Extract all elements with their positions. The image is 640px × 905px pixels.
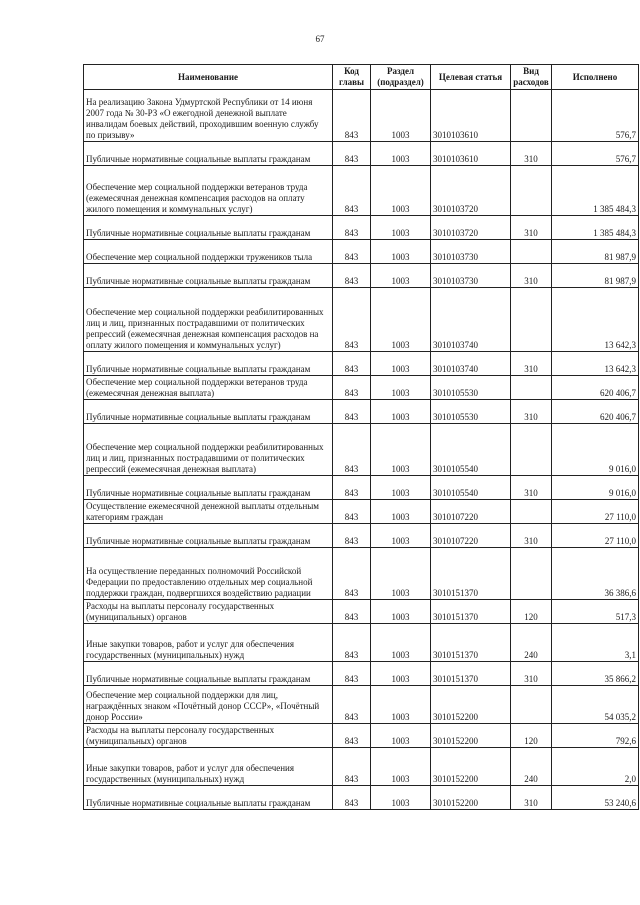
cell-name: Обеспечение мер социальной поддержки реабилитированных лиц и лиц, признанных пострадавшими от политических репрессий (ежемесячная денежная компенсация расходов на оплату жилого помещения и коммунальных услуг) xyxy=(84,288,333,352)
header-executed: Исполнено xyxy=(552,65,639,90)
cell-article: 3010152200 xyxy=(431,724,511,748)
cell-name: Публичные нормативные социальные выплаты гражданам xyxy=(84,142,333,166)
cell-code: 843 xyxy=(333,240,371,264)
cell-executed: 9 016,0 xyxy=(552,424,639,476)
cell-section: 1003 xyxy=(371,240,431,264)
cell-code: 843 xyxy=(333,90,371,142)
cell-article: 3010103610 xyxy=(431,90,511,142)
table-row xyxy=(84,400,639,424)
cell-executed: 36 386,6 xyxy=(552,548,639,600)
cell-name: Публичные нормативные социальные выплаты гражданам xyxy=(84,352,333,376)
cell-section: 1003 xyxy=(371,786,431,810)
cell-executed: 620 406,7 xyxy=(552,400,639,424)
table-row xyxy=(84,786,639,810)
cell-kind: 120 xyxy=(511,724,552,748)
cell-section: 1003 xyxy=(371,724,431,748)
table-row xyxy=(84,424,639,476)
cell-article: 3010152200 xyxy=(431,748,511,786)
table-row xyxy=(84,748,639,786)
cell-code: 843 xyxy=(333,142,371,166)
cell-executed: 35 866,2 xyxy=(552,662,639,686)
header-name: Наименование xyxy=(84,65,333,90)
cell-section: 1003 xyxy=(371,352,431,376)
cell-kind: 240 xyxy=(511,624,552,662)
cell-code: 843 xyxy=(333,624,371,662)
cell-code: 843 xyxy=(333,476,371,500)
cell-kind xyxy=(511,686,552,724)
cell-executed: 13 642,3 xyxy=(552,352,639,376)
cell-code: 843 xyxy=(333,548,371,600)
cell-executed: 792,6 xyxy=(552,724,639,748)
cell-section: 1003 xyxy=(371,500,431,524)
cell-article: 3010107220 xyxy=(431,524,511,548)
cell-section: 1003 xyxy=(371,748,431,786)
cell-kind: 310 xyxy=(511,216,552,240)
cell-article: 3010105530 xyxy=(431,376,511,400)
table-row xyxy=(84,524,639,548)
table-row xyxy=(84,352,639,376)
cell-name: Обеспечение мер социальной поддержки тружеников тыла xyxy=(84,240,333,264)
cell-executed: 81 987,9 xyxy=(552,264,639,288)
cell-section: 1003 xyxy=(371,90,431,142)
table-row xyxy=(84,90,639,142)
cell-article: 3010103720 xyxy=(431,166,511,216)
table-row xyxy=(84,240,639,264)
cell-executed: 27 110,0 xyxy=(552,524,639,548)
table-row xyxy=(84,500,639,524)
cell-executed: 576,7 xyxy=(552,142,639,166)
cell-section: 1003 xyxy=(371,524,431,548)
table-row xyxy=(84,548,639,600)
table-row xyxy=(84,264,639,288)
table-header-row xyxy=(84,65,639,90)
cell-section: 1003 xyxy=(371,288,431,352)
cell-section: 1003 xyxy=(371,216,431,240)
header-code: Код главы xyxy=(333,65,371,90)
cell-executed: 54 035,2 xyxy=(552,686,639,724)
table-row xyxy=(84,662,639,686)
cell-article: 3010105540 xyxy=(431,476,511,500)
cell-name: Публичные нормативные социальные выплаты гражданам xyxy=(84,524,333,548)
cell-executed: 27 110,0 xyxy=(552,500,639,524)
cell-kind xyxy=(511,548,552,600)
cell-kind: 310 xyxy=(511,786,552,810)
cell-section: 1003 xyxy=(371,548,431,600)
cell-name: Публичные нормативные социальные выплаты гражданам xyxy=(84,400,333,424)
cell-section: 1003 xyxy=(371,624,431,662)
cell-section: 1003 xyxy=(371,476,431,500)
cell-kind: 240 xyxy=(511,748,552,786)
cell-code: 843 xyxy=(333,264,371,288)
cell-kind xyxy=(511,500,552,524)
cell-executed: 13 642,3 xyxy=(552,288,639,352)
cell-code: 843 xyxy=(333,686,371,724)
cell-kind xyxy=(511,376,552,400)
cell-code: 843 xyxy=(333,500,371,524)
cell-code: 843 xyxy=(333,424,371,476)
cell-code: 843 xyxy=(333,748,371,786)
cell-kind: 310 xyxy=(511,264,552,288)
cell-article: 3010151370 xyxy=(431,600,511,624)
cell-name: Публичные нормативные социальные выплаты гражданам xyxy=(84,264,333,288)
cell-section: 1003 xyxy=(371,264,431,288)
cell-executed: 576,7 xyxy=(552,90,639,142)
table-row xyxy=(84,600,639,624)
cell-name: Обеспечение мер социальной поддержки ветеранов труда (ежемесячная денежная выплата) xyxy=(84,376,333,400)
page-number: 67 xyxy=(315,34,325,44)
cell-section: 1003 xyxy=(371,424,431,476)
cell-executed: 1 385 484,3 xyxy=(552,216,639,240)
cell-executed: 1 385 484,3 xyxy=(552,166,639,216)
cell-kind: 310 xyxy=(511,142,552,166)
cell-name: Расходы на выплаты персоналу государственных (муниципальных) органов xyxy=(84,724,333,748)
cell-section: 1003 xyxy=(371,600,431,624)
cell-section: 1003 xyxy=(371,376,431,400)
cell-code: 843 xyxy=(333,600,371,624)
cell-executed: 517,3 xyxy=(552,600,639,624)
table-row xyxy=(84,624,639,662)
cell-article: 3010152200 xyxy=(431,786,511,810)
cell-kind xyxy=(511,90,552,142)
cell-name: Расходы на выплаты персоналу государственных (муниципальных) органов xyxy=(84,600,333,624)
cell-name: На осуществление переданных полномочий Российской Федерации по предоставлению отдельных мер социальной поддержки граждан, подвергшихся воздействию радиации xyxy=(84,548,333,600)
cell-section: 1003 xyxy=(371,166,431,216)
cell-article: 3010151370 xyxy=(431,662,511,686)
cell-article: 3010151370 xyxy=(431,624,511,662)
cell-kind: 310 xyxy=(511,352,552,376)
cell-kind xyxy=(511,288,552,352)
table-row xyxy=(84,686,639,724)
cell-article: 3010103730 xyxy=(431,264,511,288)
cell-name: Обеспечение мер социальной поддержки реабилитированных лиц и лиц, признанных пострадавшими от политических репрессий (ежемесячная денежная выплата) xyxy=(84,424,333,476)
cell-kind: 310 xyxy=(511,476,552,500)
cell-code: 843 xyxy=(333,216,371,240)
cell-name: Публичные нормативные социальные выплаты гражданам xyxy=(84,476,333,500)
cell-executed: 9 016,0 xyxy=(552,476,639,500)
header-article: Целевая статья xyxy=(431,65,511,90)
cell-article: 3010103740 xyxy=(431,288,511,352)
table-row xyxy=(84,724,639,748)
cell-code: 843 xyxy=(333,524,371,548)
budget-table xyxy=(83,64,639,810)
header-section: Раздел (подраздел) xyxy=(371,65,431,90)
cell-code: 843 xyxy=(333,786,371,810)
cell-executed: 53 240,6 xyxy=(552,786,639,810)
cell-section: 1003 xyxy=(371,686,431,724)
cell-executed: 3,1 xyxy=(552,624,639,662)
cell-article: 3010103740 xyxy=(431,352,511,376)
cell-section: 1003 xyxy=(371,400,431,424)
cell-name: Публичные нормативные социальные выплаты гражданам xyxy=(84,662,333,686)
cell-code: 843 xyxy=(333,376,371,400)
cell-name: Публичные нормативные социальные выплаты гражданам xyxy=(84,786,333,810)
cell-kind: 310 xyxy=(511,662,552,686)
cell-name: Иные закупки товаров, работ и услуг для обеспечения государственных (муниципальных) нужд xyxy=(84,624,333,662)
cell-section: 1003 xyxy=(371,662,431,686)
cell-code: 843 xyxy=(333,288,371,352)
cell-article: 3010103730 xyxy=(431,240,511,264)
cell-code: 843 xyxy=(333,662,371,686)
cell-kind xyxy=(511,166,552,216)
cell-article: 3010103720 xyxy=(431,216,511,240)
cell-article: 3010105540 xyxy=(431,424,511,476)
cell-name: На реализацию Закона Удмуртской Республики от 14 июня 2007 года № 30-РЗ «О ежегодной денежной выплате инвалидам боевых действий, проходившим военную службу по призыву» xyxy=(84,90,333,142)
cell-section: 1003 xyxy=(371,142,431,166)
cell-code: 843 xyxy=(333,352,371,376)
cell-kind xyxy=(511,424,552,476)
cell-name: Обеспечение мер социальной поддержки ветеранов труда (ежемесячная денежная компенсация расходов на оплату жилого помещения и коммунальных услуг) xyxy=(84,166,333,216)
cell-article: 3010107220 xyxy=(431,500,511,524)
cell-name: Осуществление ежемесячной денежной выплаты отдельным категориям граждан xyxy=(84,500,333,524)
cell-code: 843 xyxy=(333,400,371,424)
cell-kind: 310 xyxy=(511,524,552,548)
table-row xyxy=(84,376,639,400)
cell-code: 843 xyxy=(333,166,371,216)
cell-name: Публичные нормативные социальные выплаты гражданам xyxy=(84,216,333,240)
cell-code: 843 xyxy=(333,724,371,748)
cell-kind: 120 xyxy=(511,600,552,624)
cell-article: 3010103610 xyxy=(431,142,511,166)
cell-article: 3010151370 xyxy=(431,548,511,600)
cell-name: Иные закупки товаров, работ и услуг для обеспечения государственных (муниципальных) нужд xyxy=(84,748,333,786)
cell-article: 3010105530 xyxy=(431,400,511,424)
cell-executed: 620 406,7 xyxy=(552,376,639,400)
cell-kind: 310 xyxy=(511,400,552,424)
cell-executed: 2,0 xyxy=(552,748,639,786)
cell-name: Обеспечение мер социальной поддержки для лиц, награждённых знаком «Почётный донор СССР», «Почётный донор России» xyxy=(84,686,333,724)
header-kind: Вид расходов xyxy=(511,65,552,90)
cell-kind xyxy=(511,240,552,264)
table-row xyxy=(84,216,639,240)
table-row xyxy=(84,476,639,500)
cell-executed: 81 987,9 xyxy=(552,240,639,264)
cell-article: 3010152200 xyxy=(431,686,511,724)
table-row xyxy=(84,142,639,166)
table-row xyxy=(84,166,639,216)
table-row xyxy=(84,288,639,352)
